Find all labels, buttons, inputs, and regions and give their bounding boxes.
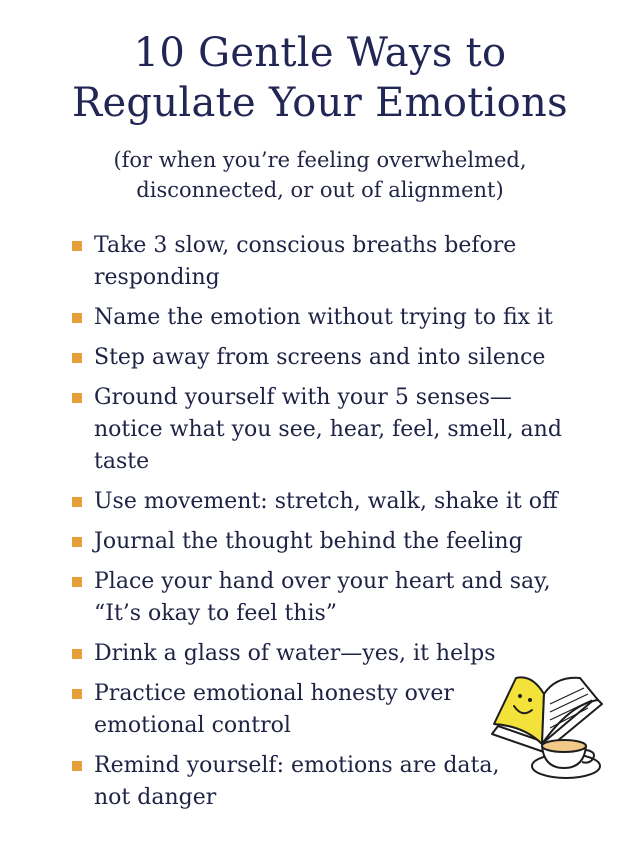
list-item bbox=[70, 302, 570, 334]
square-bullet-icon bbox=[72, 241, 82, 251]
list-item bbox=[70, 342, 570, 374]
list-item bbox=[70, 526, 570, 558]
list-item-line: taste bbox=[94, 449, 150, 474]
list-item-line: Take 3 slow, conscious breaths before bbox=[94, 233, 517, 258]
subtitle-line-2: disconnected, or out of alignment) bbox=[136, 178, 504, 202]
list-item-line: Step away from screens and into silence bbox=[94, 345, 546, 370]
list-item-line: Remind yourself: emotions are data, bbox=[94, 753, 500, 778]
square-bullet-icon bbox=[72, 313, 82, 323]
square-bullet-icon bbox=[72, 537, 82, 547]
square-bullet-icon bbox=[72, 577, 82, 587]
list-item-line: not danger bbox=[94, 785, 217, 810]
book-and-tea-icon bbox=[484, 664, 614, 784]
square-bullet-icon bbox=[72, 393, 82, 403]
list-item-line: Practice emotional honesty over bbox=[94, 681, 454, 706]
list-item-line: Use movement: stretch, walk, shake it off bbox=[94, 489, 558, 514]
title-line-2: Regulate Your Emotions bbox=[72, 80, 568, 126]
title-line-1: 10 Gentle Ways to bbox=[133, 30, 507, 76]
list-item-line: emotional control bbox=[94, 713, 291, 738]
square-bullet-icon bbox=[72, 353, 82, 363]
list-item bbox=[70, 230, 570, 294]
subtitle-line-1: (for when you’re feeling overwhelmed, bbox=[113, 148, 527, 172]
list-item-line: Drink a glass of water—yes, it helps bbox=[94, 641, 496, 666]
square-bullet-icon bbox=[72, 497, 82, 507]
list-item-line: notice what you see, hear, feel, smell, and bbox=[94, 417, 562, 442]
square-bullet-icon bbox=[72, 689, 82, 699]
list-item-line: Name the emotion without trying to fix it bbox=[94, 305, 553, 330]
page-title bbox=[0, 28, 640, 128]
list-item bbox=[70, 566, 570, 630]
list-item-line: Place your hand over your heart and say, bbox=[94, 569, 551, 594]
list-item bbox=[70, 486, 570, 518]
square-bullet-icon bbox=[72, 649, 82, 659]
list-item-line: Ground yourself with your 5 senses— bbox=[94, 385, 512, 410]
list-item-line: responding bbox=[94, 265, 220, 290]
square-bullet-icon bbox=[72, 761, 82, 771]
list-item-line: Journal the thought behind the feeling bbox=[94, 529, 523, 554]
list-item-line: “It’s okay to feel this” bbox=[94, 601, 338, 626]
page-subtitle bbox=[40, 145, 600, 205]
list-item bbox=[70, 382, 570, 478]
